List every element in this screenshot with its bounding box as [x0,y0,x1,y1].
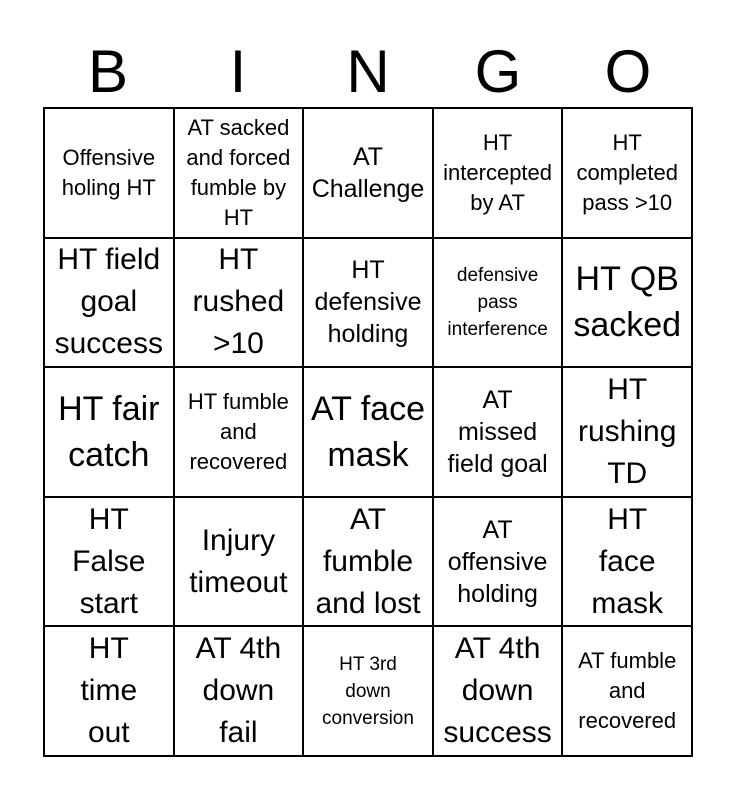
bingo-cell[interactable] [433,108,563,238]
bingo-cell[interactable] [562,497,692,627]
bingo-cell[interactable] [44,497,174,627]
bingo-cell-text: AT fumble and lost [315,502,421,620]
bingo-cell[interactable] [44,367,174,497]
header-letter-g: G [474,38,522,105]
bingo-cell-text: HT rushing TD [577,373,677,490]
bingo-cell[interactable] [433,367,563,497]
bingo-cell-text: HT False start [72,502,146,620]
bingo-cell[interactable] [303,367,433,497]
bingo-cell-text: AT sacked and forced fumble by HT [186,114,291,230]
bingo-cell[interactable] [174,238,304,368]
bingo-cell-text: Offensive holing HT [61,144,156,200]
bingo-cell-text: AT fumble and recovered [578,648,677,734]
bingo-cell-text: HT defensive holding [314,256,422,349]
bingo-board [43,107,693,757]
bingo-cell[interactable] [303,238,433,368]
bingo-cell-text: HT intercepted by AT [443,129,553,215]
bingo-cell-text: AT missed field goal [447,385,548,478]
bingo-cell[interactable] [44,238,174,368]
bingo-cell[interactable] [562,626,692,756]
bingo-cell-text: HT face mask [591,502,664,620]
bingo-cell-text: AT 4th down success [443,632,552,750]
bingo-cell[interactable] [303,497,433,627]
bingo-cell[interactable] [44,108,174,238]
bingo-cell[interactable] [174,497,304,627]
bingo-cell-text: Injury timeout [189,523,288,599]
bingo-cell-text: defensive pass interference [447,264,548,340]
bingo-cell[interactable] [562,108,692,238]
bingo-cell-text: AT Challenge [311,142,425,203]
bingo-cell[interactable] [174,367,304,497]
bingo-cell-text: HT completed pass >10 [576,129,678,215]
bingo-cell[interactable] [562,367,692,497]
bingo-cell[interactable] [303,108,433,238]
bingo-cell[interactable] [174,108,304,238]
header-letter-b: B [87,38,129,105]
bingo-cell[interactable] [433,497,563,627]
header-letter-i: I [229,38,247,105]
bingo-cell[interactable] [433,626,563,756]
bingo-cell[interactable] [174,626,304,756]
bingo-header [43,38,693,106]
bingo-cell-text: HT time out [80,632,138,750]
bingo-cell[interactable] [44,626,174,756]
bingo-cell-text: HT rushed >10 [192,243,285,361]
bingo-cell-text: AT face mask [310,389,425,474]
bingo-cell-text: AT offensive holding [447,515,548,608]
bingo-cell-text: AT 4th down fail [195,632,282,750]
bingo-cell-text: HT fair catch [58,389,160,474]
bingo-cell[interactable] [303,626,433,756]
header-letter-o: O [604,38,652,105]
bingo-cell[interactable] [433,238,563,368]
header-letter-n: N [346,38,390,105]
bingo-cell-text: HT fumble and recovered [187,388,289,474]
bingo-cell-text: HT QB sacked [573,260,682,345]
bingo-cell-text: HT field goal success [54,243,163,361]
bingo-cell[interactable] [562,238,692,368]
bingo-cell-text: HT 3rd down conversion [322,653,414,729]
